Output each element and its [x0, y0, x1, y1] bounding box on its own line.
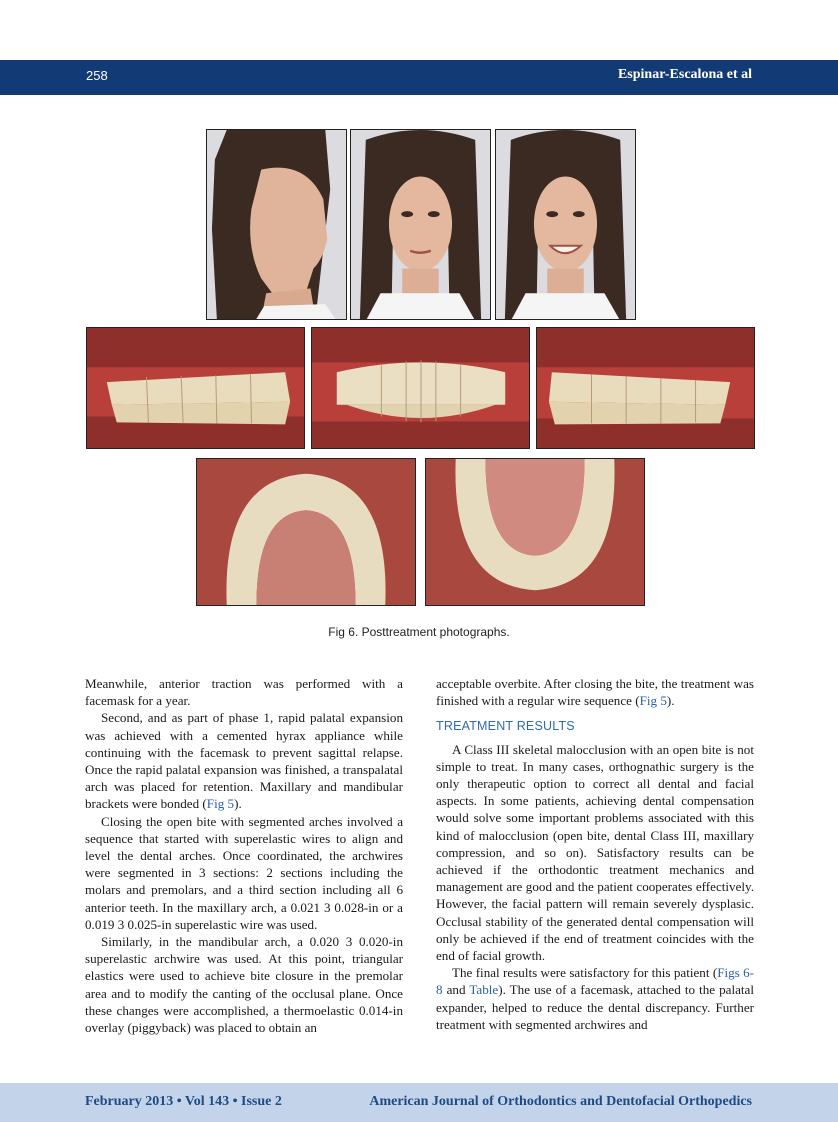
figure-link[interactable]: Fig 5	[206, 796, 235, 812]
table-link[interactable]: Table	[469, 982, 499, 998]
page-number: 258	[86, 68, 108, 83]
paragraph: Second, and as part of phase 1, rapid palatal expansion was achieved with a cemented hyrax appliance while continuing with the facemask to prevent sagittal relapse. Once the rapid palatal expansion was finished, a transpalatal arch was placed for retention. Maxillary and mandibular brackets were bonded (Fig 5).	[85, 710, 403, 812]
paragraph: The final results were satisfactory for this patient (Figs 6-8 and Table). The use of a facemask, attached to the palatal expander, helped to reduce the dental discrepancy. Further treatment with segmented archwires and	[436, 965, 755, 1032]
paragraph: Similarly, in the mandibular arch, a 0.020 3 0.020-in superelastic archwire was used. At this point, triangular elastics were used to achieve bite closure in the premolar area and to modify the canting of the occlusal plane. Once these changes were accomplished, a thermoelastic 0.014-in overlay (piggyback) was placed to obtain an	[85, 934, 403, 1036]
left-column	[85, 675, 403, 1036]
paragraph: Closing the open bite with segmented arches involved a sequence that started with superelastic wires to align and level the dental arches. Once coordinated, the archwires were segmented in 3 sections: 2 sections including the molars and premolars, and a third section including all 6 anterior teeth. In the maxillary arch, a 0.021 3 0.028-in or a 0.019 3 0.025-in superelastic wire was used.	[85, 813, 403, 932]
running-authors: Espinar-Escalona et al	[617, 67, 752, 82]
paragraph: Meanwhile, anterior traction was performed with a facemask for a year.	[85, 676, 403, 709]
frontal-photo	[350, 129, 491, 320]
right-occlusion-photo	[86, 327, 305, 449]
frontal-occlusion-photo	[311, 327, 530, 449]
journal-name: American Journal of Orthodontics and Dentofacial Orthopedics	[369, 1094, 752, 1109]
figure-link[interactable]: Fig 5	[639, 693, 667, 709]
issue-info: February 2013 • Vol 143 • Issue 2	[85, 1094, 282, 1109]
running-footer	[0, 1083, 838, 1122]
figure-link[interactable]: Figs 6-8	[436, 965, 754, 998]
profile-photo	[206, 129, 347, 320]
running-header	[0, 60, 838, 95]
paragraph: A Class III skeletal malocclusion with an open bite is not simple to treat. In many cases, orthognathic surgery is the only therapeutic option to correct all dental and facial aspects. In some patients, achieving dental compensation would solve some important problems associated with this kind of malocclusion (open bite, dental Class III, maxillary compression, and so on). Satisfactory results can be achieved if the orthodontic treatment mechanics and management are good and the patient cooperates effectively. However, the facial pattern will remain severely dysplasic. Occlusal stability of the generated dental compensation will only be achieved if the end of treatment coincides with the end of facial growth.	[436, 741, 754, 964]
left-occlusion-photo	[536, 327, 755, 449]
paragraph: acceptable overbite. After closing the bite, the treatment was finished with a regular wire sequence (Fig 5).	[436, 676, 754, 709]
mandibular-occlusal-photo	[425, 458, 645, 606]
smiling-photo	[495, 129, 636, 320]
figure-caption: Fig 6. Posttreatment photographs.	[328, 625, 510, 639]
section-heading: TREATMENT RESULTS	[436, 719, 575, 734]
maxillary-occlusal-photo	[196, 458, 416, 606]
right-column	[436, 675, 754, 1033]
